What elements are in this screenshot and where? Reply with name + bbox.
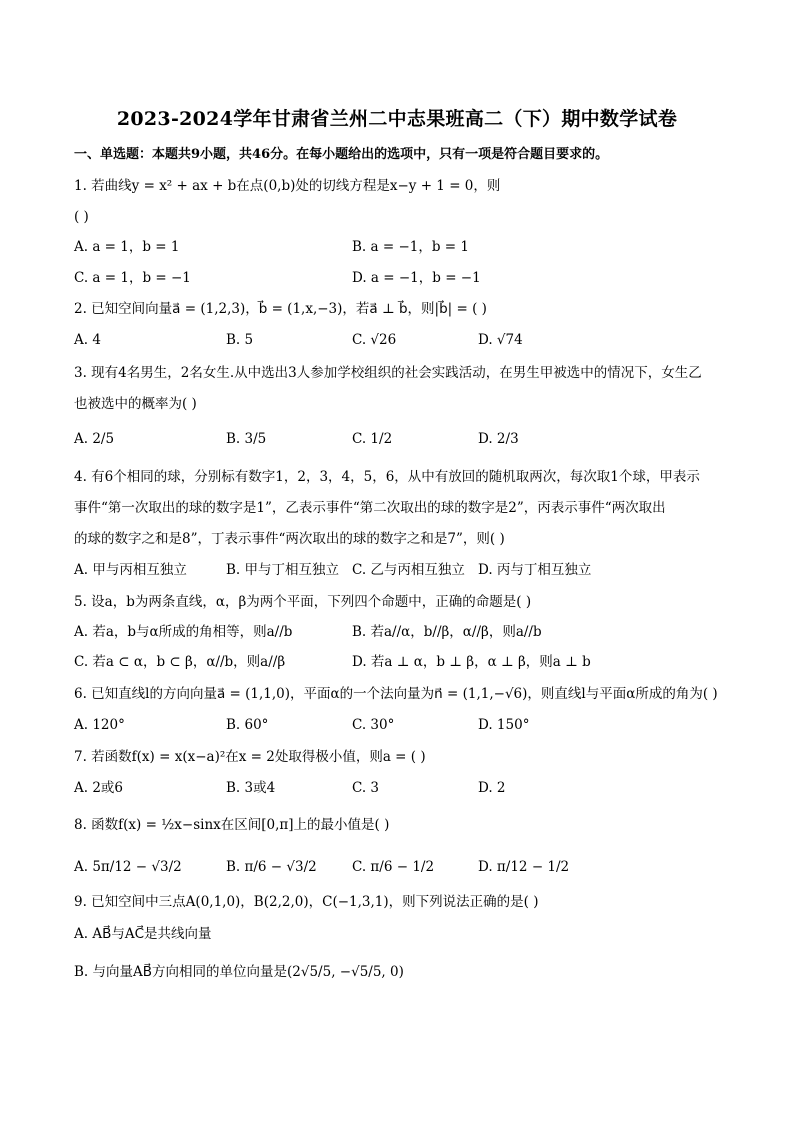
- q4-stem-line1: 4. 有6个相同的球，分别标有数字1，2，3，4，5，6，从中有放回的随机取两次，每次取1个球，甲表示: [74, 469, 700, 485]
- q1-option-b: B. a = −1，b = 1: [352, 239, 469, 255]
- q5-option-b: B. 若a//α，b//β，α//β，则a//b: [352, 624, 542, 640]
- q6-option-c: C. 30°: [352, 717, 395, 733]
- q2-stem: 2. 已知空间向量a⃗ = (1,2,3)，b⃗ = (1,x,−3)，若a⃗ ⊥ b⃗，则|b⃗| = ( ): [74, 301, 487, 317]
- q7-option-d: D. 2: [478, 780, 506, 796]
- q8-option-a: A. 5π/12 − √3/2: [74, 859, 182, 875]
- q7-option-c: C. 3: [352, 780, 380, 796]
- q1-stem: 1. 若曲线y = x² + ax + b在点(0,b)处的切线方程是x−y + 1 = 0，则: [74, 178, 501, 194]
- q8-option-b: B. π/6 − √3/2: [226, 859, 317, 875]
- q4-option-a: A. 甲与丙相互独立: [74, 562, 187, 578]
- q6-option-a: A. 120°: [74, 717, 125, 733]
- q1-option-d: D. a = −1，b = −1: [352, 270, 481, 286]
- q1-blank: ( ): [74, 209, 89, 225]
- exam-title: 2023-2024学年甘肃省兰州二中志果班高二（下）期中数学试卷: [116, 108, 678, 130]
- q3-option-d: D. 2/3: [478, 431, 519, 447]
- q4-option-d: D. 丙与丁相互独立: [478, 562, 592, 578]
- q2-option-a: A. 4: [74, 332, 101, 348]
- q9-option-a: A. AB⃗与AC⃗是共线向量: [74, 926, 212, 942]
- q3-option-a: A. 2/5: [74, 431, 115, 447]
- q3-option-c: C. 1/2: [352, 431, 393, 447]
- q6-stem: 6. 已知直线l的方向向量a⃗ = (1,1,0)，平面α的一个法向量为n⃗ = (1,1,−√6)，则直线l与平面α所成的角为( ): [74, 686, 718, 702]
- q2-option-c: C. √26: [352, 332, 397, 348]
- q4-option-b: B. 甲与丁相互独立: [226, 562, 340, 578]
- q7-option-b: B. 3或4: [226, 780, 276, 796]
- q3-option-b: B. 3/5: [226, 431, 267, 447]
- q1-option-a: A. a = 1，b = 1: [74, 239, 180, 255]
- q5-option-c: C. 若a ⊂ α，b ⊂ β，α//b，则a//β: [74, 654, 286, 670]
- q1-option-c: C. a = 1，b = −1: [74, 270, 191, 286]
- q6-option-b: B. 60°: [226, 717, 269, 733]
- q7-option-a: A. 2或6: [74, 780, 124, 796]
- q3-stem-line1: 3. 现有4名男生，2名女生.从中选出3人参加学校组织的社会实践活动，在男生甲被选中的情况下，女生乙: [74, 365, 702, 381]
- q5-option-a: A. 若a，b与α所成的角相等，则a//b: [74, 624, 293, 640]
- q8-stem: 8. 函数f(x) = ½x−sinx在区间[0,π]上的最小值是( ): [74, 817, 390, 833]
- q3-stem-line2: 也被选中的概率为( ): [74, 396, 197, 412]
- q6-option-d: D. 150°: [478, 717, 530, 733]
- q7-stem: 7. 若函数f(x) = x(x−a)²在x = 2处取得极小值，则a = ( ): [74, 749, 426, 765]
- q8-option-c: C. π/6 − 1/2: [352, 859, 435, 875]
- q4-stem-line3: 的球的数字之和是8”，丁表示事件“两次取出的球的数字之和是7”，则( ): [74, 531, 505, 547]
- section-heading: 一、单选题：本题共9小题，共46分。在每小题给出的选项中，只有一项是符合题目要求的。: [74, 147, 609, 162]
- q9-option-b: B. 与向量AB⃗方向相同的单位向量是(2√5/5, −√5/5, 0): [74, 964, 404, 980]
- q2-option-b: B. 5: [226, 332, 254, 348]
- q4-option-c: C. 乙与丙相互独立: [352, 562, 465, 578]
- q2-option-d: D. √74: [478, 332, 523, 348]
- q4-stem-line2: 事件“第一次取出的球的数字是1”，乙表示事件“第二次取出的球的数字是2”，丙表示事件“两次取出: [74, 500, 666, 516]
- q5-option-d: D. 若a ⊥ α，b ⊥ β，α ⊥ β，则a ⊥ b: [352, 654, 591, 670]
- q8-option-d: D. π/12 − 1/2: [478, 859, 570, 875]
- q9-stem: 9. 已知空间中三点A(0,1,0)，B(2,2,0)，C(−1,3,1)，则下列说法正确的是( ): [74, 894, 539, 910]
- q5-stem: 5. 设a，b为两条直线，α，β为两个平面，下列四个命题中，正确的命题是( ): [74, 594, 532, 610]
